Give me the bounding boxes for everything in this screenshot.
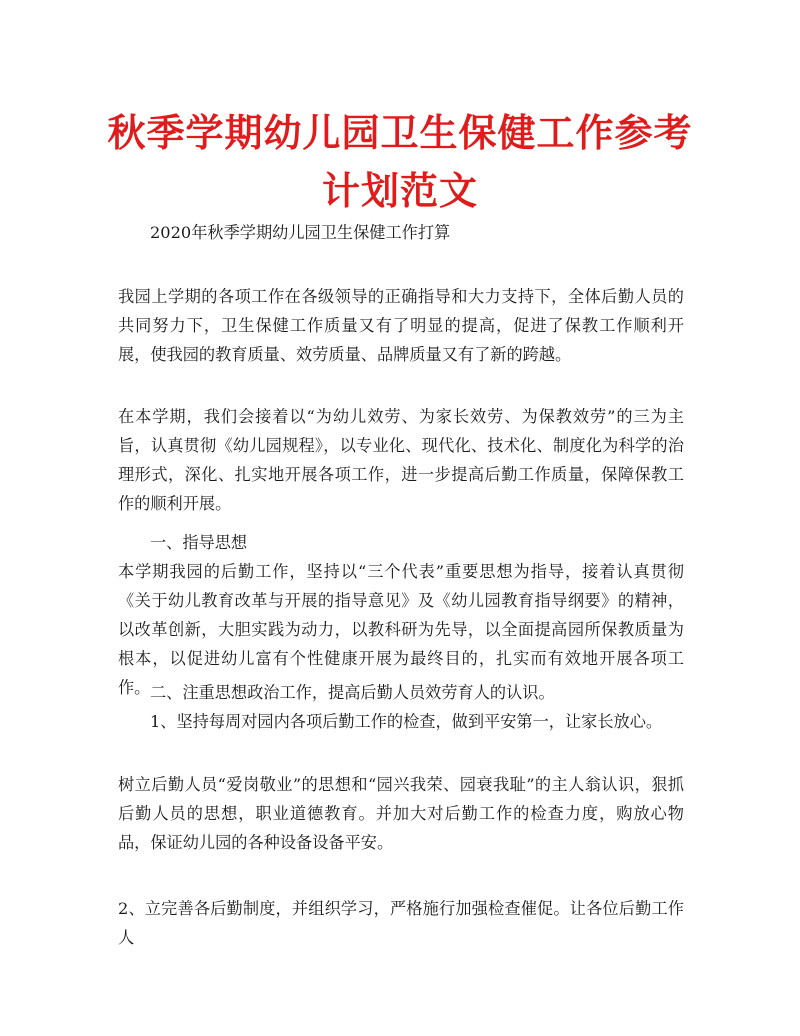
list-item-1: 1、坚持每周对园内各项后勤工作的检查，做到平安第一，让家长放心。 [150, 712, 663, 731]
body-paragraph-2: 在本学期，我们会接着以“为幼儿效劳、为家长效劳、为保教效劳”的三为主旨，认真贯彻《幼儿园规程》，以专业化、现代化、技术化、制度化为科学的治理形式，深化、扎实地开展各项工作，进一步提高后勤工作质量，保障保教工作的顺利开展。 [118, 407, 684, 513]
list-item-2: 2、立完善各后勤制度，并组织学习，严格施行加强检查催促。让各位后勤工作人 [118, 899, 684, 947]
subtitle-paragraph: 2020年秋季学期幼儿园卫生保健工作打算 [150, 223, 451, 242]
body-paragraph-1: 我园上学期的各项工作在各级领导的正确指导和大力支持下，全体后勤人员的共同努力下，卫生保健工作质量又有了明显的提高，促进了保教工作顺利开展，使我园的教育质量、效劳质量、品牌质量又有了新的跨越。 [118, 287, 684, 364]
body-paragraph-3: 本学期我园的后勤工作，坚持以“三个代表”重要思想为指导，接着认真贯彻《关于幼儿教育改革与开展的指导意见》及《幼儿园教育指导纲要》的精神，以改革创新，大胆实践为动力，以教科研为先导，以全面提高园所保教质量为根本，以促进幼儿富有个性健康开展为最终目的，扎实而有效地开展各项工作。 [118, 562, 684, 697]
section-heading-political-work: 二、注重思想政治工作，提高后勤人员效劳育人的认识。 [150, 683, 555, 702]
body-paragraph-4: 树立后勤人员“爱岗敬业”的思想和“园兴我荣、园衰我耻”的主人翁认识，狠抓后勤人员的思想，职业道德教育。并加大对后勤工作的检查力度，购放心物品，保证幼儿园的各种设备设备平安。 [118, 775, 684, 852]
document-title: 秋季学期幼儿园卫生保健工作参考计划范文 [107, 110, 693, 213]
section-heading-guiding-thought: 一、指导思想 [150, 533, 248, 552]
